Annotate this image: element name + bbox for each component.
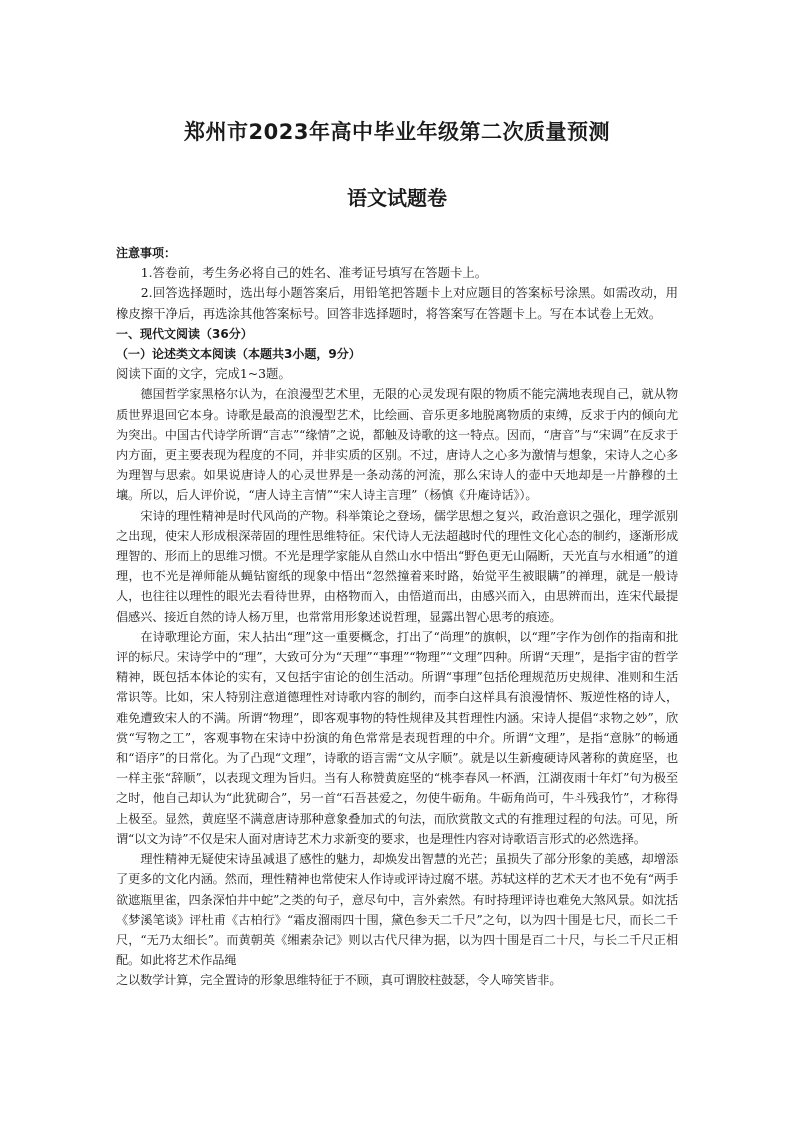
notice-item-2: 2.回答选择题时，选出每小题答案后，用铅笔把答题卡上对应题目的答案标号涂黑。如需改动，用橡皮擦干净后，再选涂其他答案标号。回答非选择题时，将答案写在答题卡上。写在本试卷上无效。 xyxy=(116,285,678,321)
essay-paragraph-3: 在诗歌理论方面，宋人拈出“理”这一重要概念，打出了“尚理”的旗帜，以“理”字作为创作的指南和批评的标尺。宋诗学中的“理”，大致可分为“天理”“事理”“物理”“文理”四种。所谓“天理”，是指宇宙的哲学精神，既包括本体论的实有，又包括宇宙论的创生活动。所谓“事理”包括伦理规范历史规律、准则和生活常识等。比如，宋人特别注意道德理性对诗歌内容的制约，而李白这样具有浪漫情怀、叛逆性格的诗人，难免遭致宋人的不满。所谓“物理”，即客观事物的特性规律及其哲理性内涵。宋诗人提倡“求物之妙”，欣赏“写物之工”，客观事物在宋诗中扮演的角色常常是表现哲理的中介。所谓“文理”，是指“意脉”的畅通和“语序”的日常化。为了凸现“文理”，诗歌的语言需“文从字顺”。就是以生新瘦硬诗风著称的黄庭坚，也一样主张“辞顺”，以表现文理为旨归。当有人称赞黄庭坚的“桃李春风一杯酒，江湖夜雨十年灯”句为极至之时，他自己却认为“此犹砌合”，另一首“石吾甚爱之，勿使牛砺角。牛砺角尚可，牛斗残我竹”，才称得上极至。显然，黄庭坚不满意唐诗那种意象叠加式的句法，而欣赏散文式的有推理过程的句法。可见，所谓“以文为诗”不仅是宋人面对唐诗艺术力求新变的要求，也是理性内容对诗歌语言形式的必然选择。 xyxy=(116,629,678,846)
essay-paragraph-4: 理性精神无疑使宋诗虽减退了感性的魅力，却焕发出智慧的光芒；虽损失了部分形象的美感，却增添了更多的文化内涵。然而，理性精神也常使宋人作诗或评诗过腐不堪。苏轼这样的艺术天才也不免有“两手欲遮瓶里雀，四条深怕井中蛇”之类的句子，意尽句中，言外索然。有时持理评诗也难免大煞风景。如沈括《梦溪笔谈》评杜甫《古柏行》“霜皮溜雨四十围，黛色参天二千尺”之句，以为四十围是七尺，而长二千尺，“无乃太细长”。而黄朝英《缃素杂记》则以古代尺律为据，以为四十围是百二十尺，与长二千尺正相配。如此将艺术作品绳 xyxy=(116,852,678,968)
notice-heading: 注意事项： xyxy=(116,246,177,260)
notice-item-1: 1.答卷前，考生务必将自己的姓名、准考证号填写在答题卡上。 xyxy=(140,265,488,281)
essay-paragraph-1: 德国哲学家黑格尔认为，在浪漫型艺术里，无限的心灵发现有限的物质不能完满地表现自己，就从物质世界退回它本身。诗歌是最高的浪漫型艺术，比绘画、音乐更多地脱离物质的束缚，反求于内的倾向尤为突出。中国古代诗学所谓“言志”“缘情”之说，都触及诗歌的这一特点。因而，“唐音”与“宋调”在反求于内方面，更主要表现为程度的不同，并非实质的区别。不过，唐诗人之心多为激情与想象，宋诗人之心多为理智与思索。如果说唐诗人的心灵世界是一条动荡的河流，那么宋诗人的壶中天地却是一片静穆的土壤。所以，后人评价说，“唐人诗主言情”“宋人诗主言理”（杨慎《升庵诗话》）。 xyxy=(116,387,678,503)
essay-paragraph-2: 宋诗的理性精神是时代风尚的产物。科举策论之登场，儒学思想之复兴，政治意识之强化，理学派别之出现，使宋人形成根深蒂固的理性思维特征。宋代诗人无法超越时代的理性文化心态的制约，逐渐形成理智的、形而上的思维习惯。不光是理学家能从自然山水中悟出“野色更无山隔断，天光直与水相通”的道理，也不光是禅师能从蝇钻窗纸的现象中悟出“忽然撞着来时路，始觉平生被眼瞒”的禅理，就是一般诗人，也往往以理性的眼光去看待世界，由格物而入，由悟道而出，由感兴而入，由思辨而出，连宋代最提倡感兴、接近自然的诗人杨万里，也常常用形象述说哲理，显露出智心思考的痕迹。 xyxy=(116,508,678,624)
paper-subtitle: 语文试题卷 xyxy=(347,186,447,210)
essay-paragraph-5: 之以数学计算，完全置诗的形象思维特征于不顾，真可谓胶柱鼓瑟，令人啼笑皆非。 xyxy=(116,973,562,988)
reading-instruction: 阅读下面的文字，完成1~3题。 xyxy=(116,366,291,382)
exam-content xyxy=(116,243,678,991)
section-part-1: 一、现代文阅读（36分） xyxy=(116,326,253,341)
exam-title: 郑州市2023年高中毕业年级第二次质量预测 xyxy=(184,120,610,144)
section-sub-1: （一）论述类文本阅读（本题共3小题，9分） xyxy=(116,347,361,362)
